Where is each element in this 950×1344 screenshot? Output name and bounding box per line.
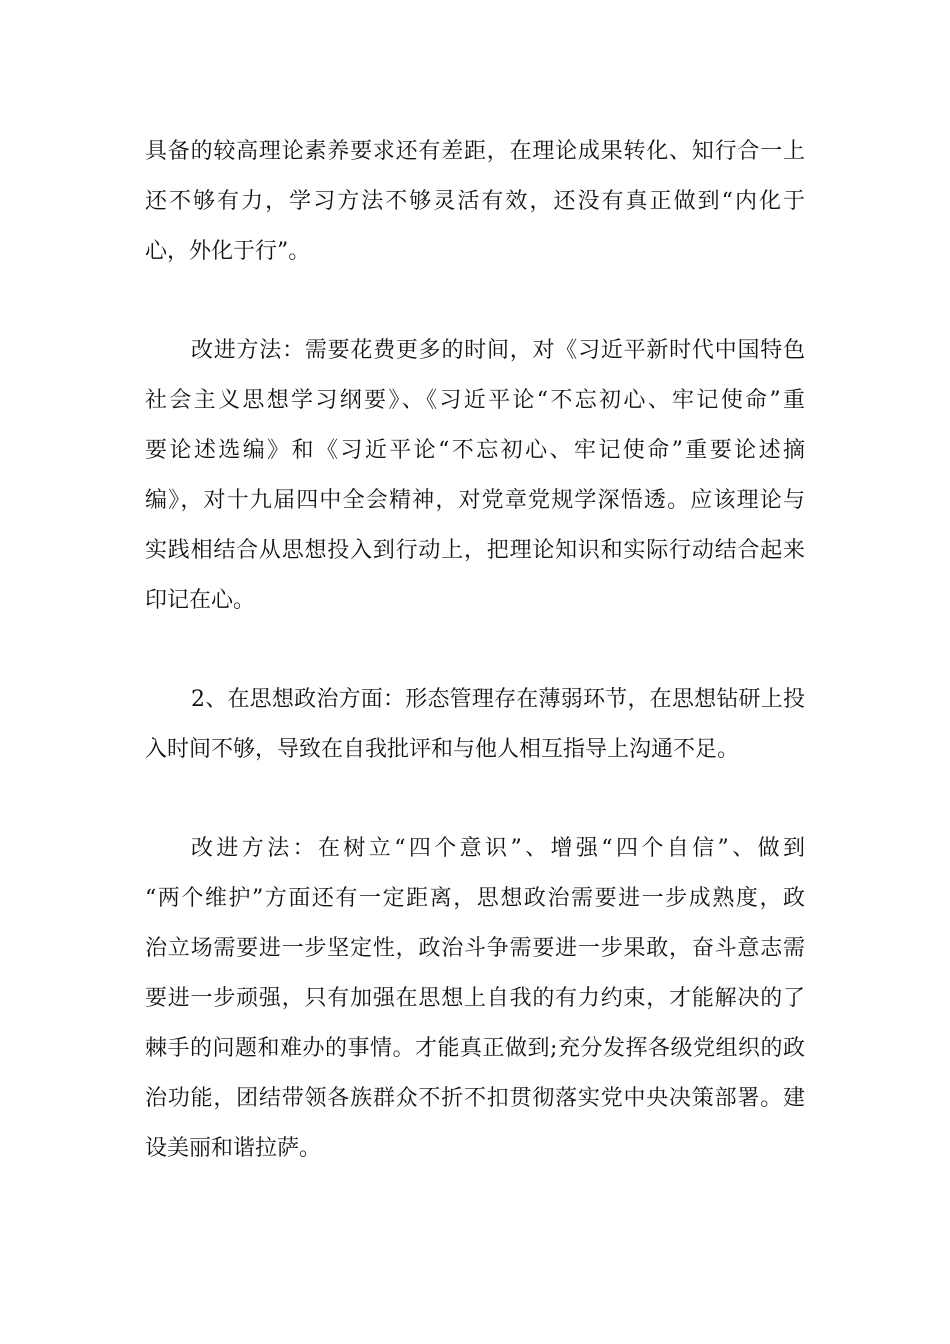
paragraph-4-line-4: 要进一步顽强，只有加强在思想上自我的有力约束，才能解决的了 — [145, 986, 805, 1011]
paragraph-2 — [145, 326, 805, 626]
paragraph-4-line-3: 治立场需要进一步坚定性，政治斗争需要进一步果敢，奋斗意志需 — [145, 936, 805, 961]
paragraph-1-line-1: 具备的较高理论素养要求还有差距，在理论成果转化、知行合一上 — [145, 139, 805, 164]
paragraph-2-line-4: 编》，对十九届四中全会精神，对党章党规学深悟透。应该理论与 — [145, 488, 805, 513]
paragraph-2-line-5: 实践相结合从思想投入到行动上，把理论知识和实际行动结合起来 — [145, 538, 805, 563]
paragraph-4-line-5: 棘手的问题和难办的事情。才能真正做到;充分发挥各级党组织的政 — [145, 1036, 805, 1061]
paragraph-2-line-3: 要论述选编》和《习近平论“不忘初心、牢记使命”重要论述摘 — [145, 438, 805, 463]
paragraph-4-line-7: 设美丽和谐拉萨。 — [145, 1136, 322, 1161]
paragraph-4 — [145, 824, 805, 1174]
paragraph-2-line-6: 印记在心。 — [145, 588, 256, 613]
paragraph-4-line-2: “两个维护”方面还有一定距离，思想政治需要进一步成熟度，政 — [145, 886, 805, 911]
paragraph-1-line-3: 心，外化于行”。 — [145, 239, 311, 264]
paragraph-3-line-2: 入时间不够，导致在自我批评和与他人相互指导上沟通不足。 — [145, 737, 740, 762]
paragraph-2-line-2: 社会主义思想学习纲要》、《习近平论“不忘初心、牢记使命”重 — [145, 388, 805, 413]
paragraph-3 — [145, 675, 805, 775]
paragraph-1 — [145, 127, 805, 277]
paragraph-4-line-6: 治功能，团结带领各族群众不折不扣贯彻落实党中央决策部署。建 — [145, 1086, 805, 1111]
paragraph-1-line-2: 还不够有力，学习方法不够灵活有效，还没有真正做到“内化于 — [145, 189, 805, 214]
paragraph-4-line-1: 改进方法：在树立“四个意识”、增强“四个自信”、做到 — [191, 836, 805, 861]
paragraph-3-line-1: 2、在思想政治方面：形态管理存在薄弱环节，在思想钻研上投 — [191, 687, 805, 712]
paragraph-2-line-1: 改进方法：需要花费更多的时间，对《习近平新时代中国特色 — [191, 338, 805, 363]
